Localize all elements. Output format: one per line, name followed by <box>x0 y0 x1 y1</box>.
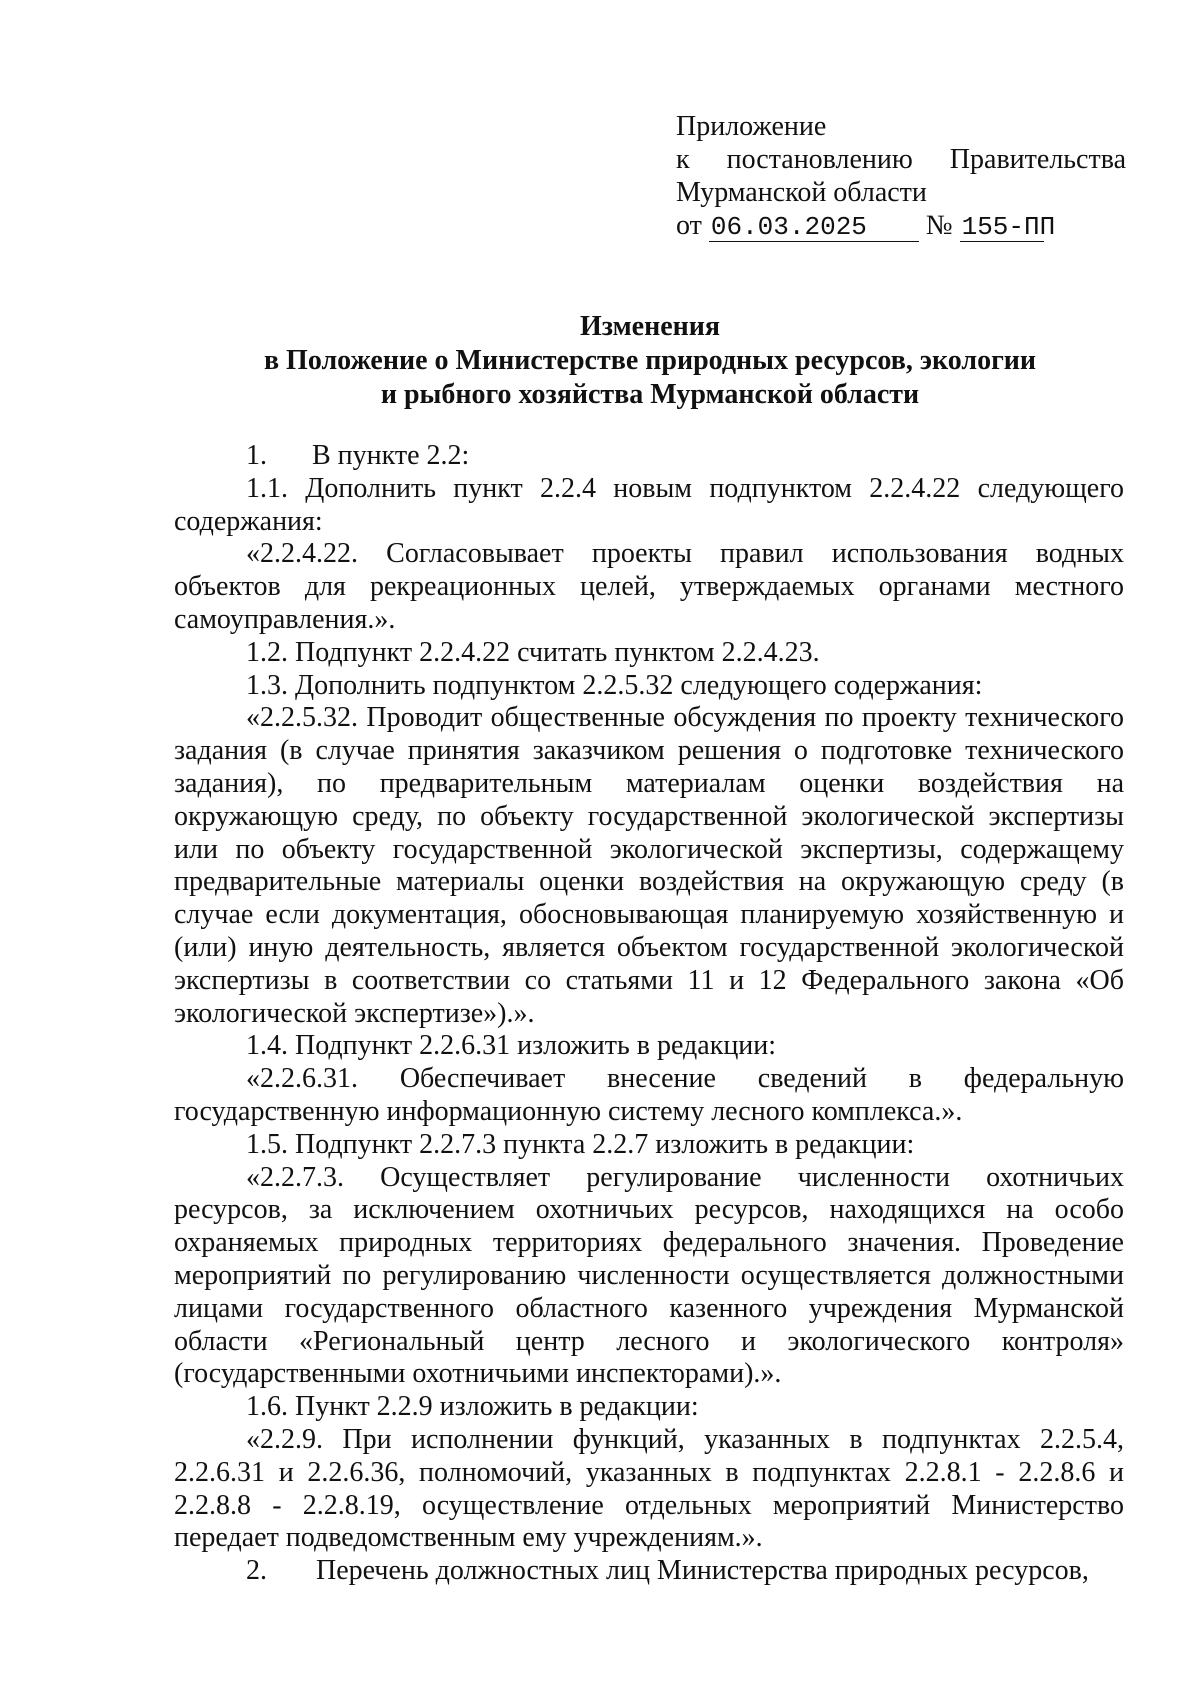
paragraph-1-5: 1.5. Подпункт 2.2.7.3 пункта 2.2.7 изложить в редакции: <box>246 1128 915 1160</box>
paragraph-1 <box>174 440 1124 473</box>
paragraph-1-1: 1.1. Дополнить пункт 2.2.4 новым подпунктом 2.2.4.22 следующего содержания: <box>174 472 1124 537</box>
paragraph-1-5-quote: «2.2.7.3. Осуществляет регулирование численности охотничьих ресурсов, за исключением охотничьих ресурсов, находящихся на особо охраняемых природных территориях федерального значения. Проведение мероприятий по регулированию численности осуществляется должностными лицами государственного областного казенного учреждения Мурманской области «Региональный центр лесного и экологического контроля» (государственными охотничьими инспекторами).». <box>174 1161 1124 1390</box>
date-prefix: от <box>676 210 702 241</box>
document-title <box>180 310 1120 412</box>
appendix-resolution-line <box>676 143 1126 176</box>
appendix-block <box>676 110 1126 242</box>
paragraph-1-text: В пункте 2.2: <box>312 440 470 471</box>
document-body <box>174 440 1124 1588</box>
paragraph-2-number: 2. <box>246 1555 267 1587</box>
title-line-3: и рыбного хозяйства Мурманской области <box>380 379 920 410</box>
appendix-region: Мурманской области <box>676 177 927 208</box>
appendix-resolution: постановлению <box>726 144 913 175</box>
paragraph-1-6-quote: «2.2.9. При исполнении функций, указанных в подпунктах 2.2.5.4, 2.2.6.31 и 2.2.6.36, полномочий, указанных в подпунктах 2.2.8.1 - 2.2.8.6 и 2.2.8.8 - 2.2.8.19, осуществление отдельных мероприятий Министерство передает подведомственным ему учреждениям.». <box>174 1423 1124 1554</box>
paragraph-1-2: 1.2. Подпункт 2.2.4.22 считать пунктом 2.2.4.23. <box>246 636 820 668</box>
number-prefix: № <box>925 210 953 241</box>
paragraph-1-number: 1. <box>246 440 267 471</box>
paragraph-1-3-quote: «2.2.5.32. Проводит общественные обсуждения по проекту технического задания (в случае принятия заказчиком решения о подготовке технического задания), по предварительным материалам оценки воздействия на окружающую среду, по объекту государственной экологической экспертизы или по объекту государственной экологической экспертизы, содержащему предварительные материалы оценки воздействия на окружающую среду (в случае если документация, обосновывающая планируемую хозяйственную и (или) иную деятельность, является объектом государственной экологической экспертизы в соответствии со статьями 11 и 12 Федерального закона «Об экологической экспертизе»).». <box>174 702 1124 1029</box>
number-value: 155-ПП <box>961 212 1056 242</box>
appendix-government: Правительства <box>949 144 1126 175</box>
appendix-label: Приложение <box>676 111 827 142</box>
paragraph-1-3: 1.3. Дополнить подпунктом 2.2.5.32 следующего содержания: <box>246 669 983 701</box>
paragraph-1-1-quote: «2.2.4.22. Согласовывает проекты правил использования водных объектов для рекреационных целей, утверждаемых органами местного самоуправления.». <box>174 538 1124 635</box>
date-value: 06.03.2025 <box>709 214 919 242</box>
paragraph-2 <box>174 1555 1124 1588</box>
title-line-1: Изменения <box>579 311 721 342</box>
appendix-date-number <box>676 209 1126 242</box>
paragraph-1-6: 1.6. Пункт 2.2.9 изложить в редакции: <box>246 1391 699 1423</box>
paragraph-1-4-quote: «2.2.6.31. Обеспечивает внесение сведений в федеральную государственную информационную систему лесного комплекса.». <box>174 1063 1124 1127</box>
paragraph-1-4: 1.4. Подпункт 2.2.6.31 изложить в редакции: <box>246 1030 777 1062</box>
title-line-2: в Положение о Министерстве природных ресурсов, экологии <box>263 345 1037 376</box>
appendix-k: к <box>676 144 690 175</box>
paragraph-2-text: Перечень должностных лиц Министерства природных ресурсов, <box>316 1555 1089 1587</box>
